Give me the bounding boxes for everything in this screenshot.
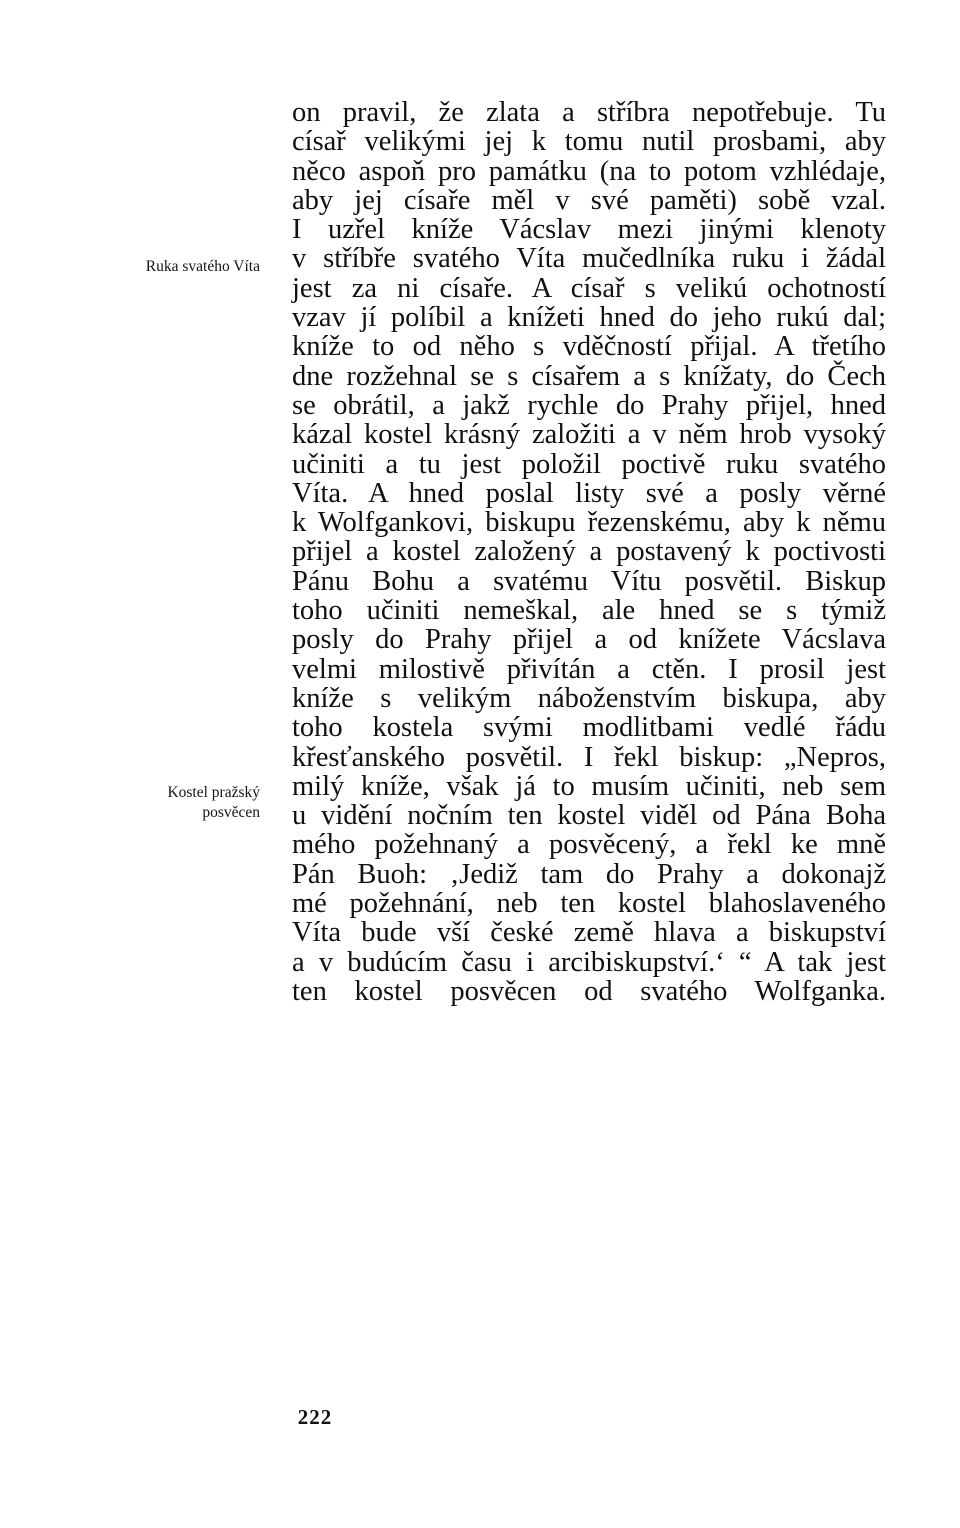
text-line: kníže to od něho s vděčností přijal. A třetího [292,331,886,363]
text-line: Pán Buoh: ‚Jediž tam do Prahy a dokonajž [292,858,886,890]
text-line: ten kostel posvěcen od svatého Wolfganka. [292,975,886,1007]
text-line: dne rozžehnal se s císařem a s knížaty, do Čech [292,360,886,392]
text-line: I uzřel kníže Vácslav mezi jinými klenoty [292,214,886,246]
text-line: jest za ni císaře. A císař s velikú ochotností [292,272,886,304]
margin-note-ruka-svateho-vita [40,257,260,277]
text-line: toho učiniti nemeškal, ale hned se s týmiž [292,595,886,627]
text-line: něco aspoň pro památku (na to potom vzhlédaje, [292,155,886,187]
text-line: toho kostela svými modlitbami vedlé řádu [292,712,886,744]
text-line: se obrátil, a jakž rychle do Prahy přijel, hned [292,389,886,421]
text-line: učiniti a tu jest položil poctivě ruku svatého [292,448,886,480]
text-line: mého požehnaný a posvěcený, a řekl ke mně [292,829,886,861]
text-line: velmi milostivě přivítán a ctěn. I prosil jest [292,653,886,685]
page-number: 222 [297,1405,333,1429]
text-line: vzav jí políbil a knížeti hned do jeho rukú dal; [292,302,886,334]
text-line: k Wolfgankovi, biskupu řezenskému, aby k němu [292,507,886,539]
text-line: kázal kostel krásný založiti a v něm hrob vysoký [292,419,886,451]
text-line: posly do Prahy přijel a od knížete Vácslava [292,624,886,656]
text-line: císař velikými jej k tomu nutil prosbami, aby [292,126,886,158]
body-text [292,98,886,1006]
text-line: u vidění nočním ten kostel viděl od Pána Boha [292,800,886,832]
text-line: on pravil, že zlata a stříbra nepotřebuje. Tu [292,97,886,128]
text-line: v stříbře svatého Víta mučedlníka ruku i žádal [292,243,886,275]
text-line: Pánu Bohu a svatému Vítu posvětil. Biskup [292,565,886,597]
text-line: aby jej císaře měl v své paměti) sobě vzal. [292,184,886,216]
text-line: kníže s velikým náboženstvím biskupa, aby [292,682,886,714]
text-line: Víta bude vší české země hlava a biskupství [292,917,886,949]
text-line: mé požehnání, neb ten kostel blahoslaveného [292,888,886,920]
text-line: přijel a kostel založený a postavený k poctivosti [292,536,886,568]
margin-note-line: posvěcen [202,804,260,821]
text-line: milý kníže, však já to musím učiniti, neb sem [292,770,886,802]
margin-note-line: Kostel pražský [167,784,260,801]
text-line: křesťanského posvětil. I řekl biskup: „Nepros, [292,741,886,773]
margin-note-kostel-prazsky [40,783,260,823]
margin-note-line: Ruka svatého Víta [145,258,260,275]
text-line: a v budúcím času i arcibiskupství.‘ “ A tak jest [292,946,886,978]
text-line: Víta. A hned poslal listy své a posly věrné [292,477,886,509]
